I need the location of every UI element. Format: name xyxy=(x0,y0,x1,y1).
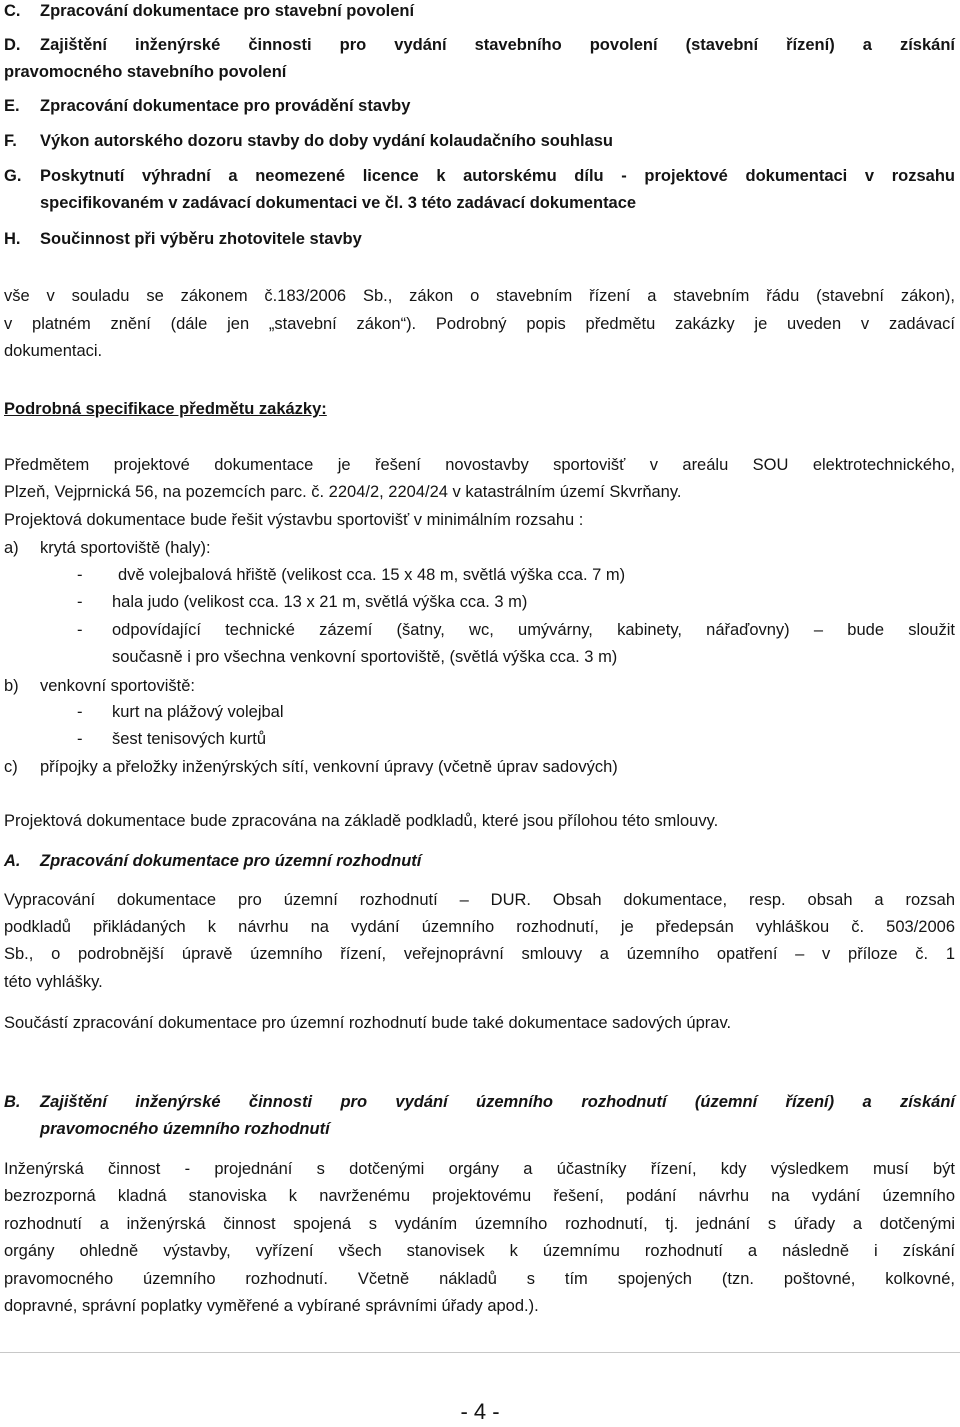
paragraph-line: rozhodnutí a inženýrská činnost spojená s vydáním územního rozhodnutí, tj. jednání s úřady a dotčenými xyxy=(4,1215,955,1233)
list-label: E. xyxy=(4,97,20,115)
list-label: D. xyxy=(4,36,21,54)
section-title: Zpracování dokumentace pro územní rozhodnutí xyxy=(40,852,422,870)
paragraph-line: Plzeň, Vejprnická 56, na pozemcích parc. č. 2204/2, 2204/24 v katastrálním území Skvrňany. xyxy=(4,483,682,501)
paragraph-line: Inženýrská činnost - projednání s dotčenými orgány a účastníky řízení, kdy výsledkem musí být xyxy=(4,1160,955,1178)
sub-item: dvě volejbalová hřiště (velikost cca. 15 x 48 m, světlá výška cca. 7 m) xyxy=(118,566,626,584)
dash-marker: - xyxy=(77,730,83,748)
page-number: - 4 - xyxy=(460,1399,500,1424)
paragraph-line: této vyhlášky. xyxy=(4,973,103,991)
paragraph-line: Předmětem projektové dokumentace je řešení novostavby sportovišť v areálu SOU elektrotechnického, xyxy=(4,456,955,474)
paragraph-line: dokumentaci. xyxy=(4,342,103,360)
paragraph-line: Projektová dokumentace bude řešit výstavbu sportovišť v minimálním rozsahu : xyxy=(4,511,584,529)
list-item-text: Zpracování dokumentace pro stavební povolení xyxy=(40,2,415,20)
section-label: B. xyxy=(4,1093,21,1111)
list-label: C. xyxy=(4,2,21,20)
list-item-text: Poskytnutí výhradní a neomezené licence k autorskému dílu - projektové dokumentaci v rozsahu xyxy=(40,167,955,185)
dash-marker: - xyxy=(77,593,83,611)
scope-label-b: b) xyxy=(4,677,19,695)
list-item-text: Výkon autorského dozoru stavby do doby vydání kolaudačního souhlasu xyxy=(40,132,614,150)
paragraph-line: bezrozporná kladná stanoviska k navrženému projektovému řešení, podání návrhu na vydání územního xyxy=(4,1187,955,1205)
scope-label-c: c) xyxy=(4,758,18,776)
dash-marker: - xyxy=(77,621,83,639)
list-label: G. xyxy=(4,167,22,185)
basis-sentence: Projektová dokumentace bude zpracována na základě podkladů, které jsou přílohou této smlouvy. xyxy=(4,812,719,830)
paragraph-line: podkladů přikládaných k návrhu na vydání územního rozhodnutí, je předepsán vyhláškou č. 503/2006 xyxy=(4,918,955,936)
spec-heading: Podrobná specifikace předmětu zakázky: xyxy=(4,400,327,418)
list-item-text: pravomocného stavebního povolení xyxy=(4,63,287,81)
section-label: A. xyxy=(4,852,21,870)
paragraph-line: Součástí zpracování dokumentace pro územní rozhodnutí bude také dokumentace sadových úprav. xyxy=(4,1014,732,1032)
paragraph-line: Vypracování dokumentace pro územní rozhodnutí – DUR. Obsah dokumentace, resp. obsah a rozsah xyxy=(4,891,955,909)
paragraph-line: pravomocného územního rozhodnutí. Včetně nákladů s tím spojených (tzn. poštovné, kolkovné, xyxy=(4,1270,955,1288)
paragraph-line: orgány ohledně výstavby, vyřízení všech stanovisek k územnímu rozhodnutí a následně i získání xyxy=(4,1242,955,1260)
list-item-text: Zajištění inženýrské činnosti pro vydání stavebního povolení (stavební řízení) a získání xyxy=(40,36,955,54)
sub-item: šest tenisových kurtů xyxy=(112,730,267,748)
list-item-text: specifikovaném v zadávací dokumentaci ve čl. 3 této zadávací dokumentace xyxy=(40,194,637,212)
section-title: pravomocného územního rozhodnutí xyxy=(40,1120,330,1138)
list-label: H. xyxy=(4,230,21,248)
section-title: Zajištění inženýrské činnosti pro vydání územního rozhodnutí (územní řízení) a získání xyxy=(40,1093,955,1111)
paragraph-line: vše v souladu se zákonem č.183/2006 Sb., zákon o stavebním řízení a stavebním řádu (stavební zákon), xyxy=(4,287,955,305)
scope-item-a: krytá sportoviště (haly): xyxy=(40,539,211,557)
sub-item: současně i pro všechna venkovní sportoviště, (světlá výška cca. 3 m) xyxy=(112,648,618,666)
footer-divider xyxy=(0,1352,960,1353)
list-item-text: Součinnost při výběru zhotovitele stavby xyxy=(40,230,362,248)
scope-label-a: a) xyxy=(4,539,19,557)
list-item-text: Zpracování dokumentace pro provádění stavby xyxy=(40,97,411,115)
list-label: F. xyxy=(4,132,17,150)
paragraph-line: dopravné, správní poplatky vyměřené a vybírané správními úřady apod.). xyxy=(4,1297,539,1315)
sub-item: kurt na plážový volejbal xyxy=(112,703,284,721)
paragraph-line: v platném znění (dále jen „stavební zákon“). Podrobný popis předmětu zakázky je uveden v zadávací xyxy=(4,315,955,333)
scope-item-b: venkovní sportoviště: xyxy=(40,677,195,695)
paragraph-line: Sb., o podrobnější úpravě územního řízení, veřejnoprávní smlouvy a územního opatření – v příloze č. 1 xyxy=(4,945,955,963)
dash-marker: - xyxy=(77,566,83,584)
sub-item: odpovídající technické zázemí (šatny, wc, umývárny, kabinety, nářaďovny) – bude sloužit xyxy=(112,621,955,639)
dash-marker: - xyxy=(77,703,83,721)
sub-item: hala judo (velikost cca. 13 x 21 m, světlá výška cca. 3 m) xyxy=(112,593,528,611)
scope-item-c: přípojky a přeložky inženýrských sítí, venkovní úpravy (včetně úprav sadových) xyxy=(40,758,618,776)
